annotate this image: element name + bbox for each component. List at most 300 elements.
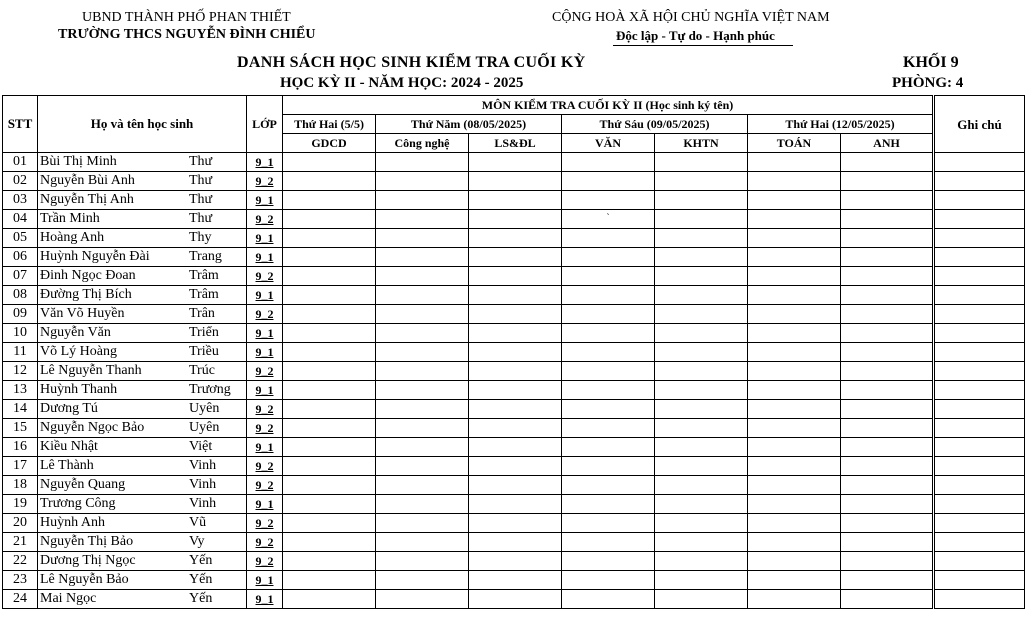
signature-cell-cong-nghe[interactable] [376, 362, 469, 381]
row-stt: 07 [3, 267, 38, 286]
national-title: CỘNG HOÀ XÃ HỘI CHỦ NGHĨA VIỆT NAM [552, 10, 830, 25]
signature-cell-khtn[interactable] [655, 476, 748, 495]
signature-cell-gdcd[interactable] [283, 590, 376, 609]
signature-cell-anh[interactable] [841, 438, 934, 457]
signature-cell-toan[interactable] [748, 267, 841, 286]
row-student-name [38, 571, 247, 590]
signature-cell-khtn[interactable] [655, 210, 748, 229]
row-stt: 24 [3, 590, 38, 609]
student-last-name: Lê Nguyễn Bảo [40, 572, 129, 587]
signature-cell-cong-nghe[interactable] [376, 571, 469, 590]
signature-cell-toan[interactable] [748, 248, 841, 267]
note-cell[interactable] [934, 381, 1025, 400]
student-last-name: Bùi Thị Minh [40, 154, 117, 169]
note-cell[interactable] [934, 438, 1025, 457]
header-day-2: Thứ Năm (08/05/2025) [376, 115, 562, 134]
signature-cell-gdcd[interactable] [283, 438, 376, 457]
signature-cell-van[interactable] [562, 476, 655, 495]
signature-cell-gdcd[interactable] [283, 495, 376, 514]
note-cell[interactable] [934, 400, 1025, 419]
note-cell[interactable] [934, 571, 1025, 590]
table-row [3, 419, 1025, 438]
signature-cell-ls-dl[interactable] [469, 590, 562, 609]
signature-cell-van[interactable] [562, 305, 655, 324]
row-student-name [38, 229, 247, 248]
signature-cell-ls-dl[interactable] [469, 381, 562, 400]
student-last-name: Nguyễn Thị Bảo [40, 534, 134, 549]
signature-cell-cong-nghe[interactable] [376, 229, 469, 248]
note-cell[interactable] [934, 457, 1025, 476]
row-class: 9_2 [247, 476, 283, 495]
signature-cell-toan[interactable] [748, 324, 841, 343]
signature-cell-cong-nghe[interactable] [376, 400, 469, 419]
signature-cell-anh[interactable] [841, 210, 934, 229]
header-day-3: Thứ Sáu (09/05/2025) [562, 115, 748, 134]
signature-cell-gdcd[interactable] [283, 305, 376, 324]
row-class: 9_1 [247, 286, 283, 305]
stray-mark: ` [606, 213, 610, 224]
row-class: 9_1 [247, 248, 283, 267]
table-row [3, 362, 1025, 381]
signature-cell-gdcd[interactable] [283, 552, 376, 571]
signature-cell-toan[interactable] [748, 229, 841, 248]
signature-cell-anh[interactable] [841, 495, 934, 514]
signature-cell-ls-dl[interactable] [469, 400, 562, 419]
signature-cell-anh[interactable] [841, 362, 934, 381]
signature-cell-cong-nghe[interactable] [376, 495, 469, 514]
signature-cell-van[interactable] [562, 343, 655, 362]
signature-cell-anh[interactable] [841, 476, 934, 495]
signature-cell-toan[interactable] [748, 172, 841, 191]
row-stt: 02 [3, 172, 38, 191]
row-stt: 03 [3, 191, 38, 210]
note-cell[interactable] [934, 419, 1025, 438]
student-first-name: Trang [189, 249, 222, 264]
student-last-name: Dương Thị Ngọc [40, 553, 136, 568]
signature-cell-van[interactable] [562, 438, 655, 457]
signature-cell-van[interactable] [562, 400, 655, 419]
signature-cell-gdcd[interactable] [283, 191, 376, 210]
signature-cell-khtn[interactable] [655, 495, 748, 514]
signature-cell-toan[interactable] [748, 362, 841, 381]
row-stt: 17 [3, 457, 38, 476]
signature-cell-anh[interactable] [841, 533, 934, 552]
row-stt: 05 [3, 229, 38, 248]
signature-cell-gdcd[interactable] [283, 172, 376, 191]
student-last-name: Võ Lý Hoàng [40, 344, 117, 359]
signature-cell-anh[interactable] [841, 381, 934, 400]
row-student-name [38, 400, 247, 419]
signature-cell-cong-nghe[interactable] [376, 476, 469, 495]
signature-cell-ls-dl[interactable] [469, 514, 562, 533]
signature-cell-anh[interactable] [841, 248, 934, 267]
signature-cell-ls-dl[interactable] [469, 286, 562, 305]
row-student-name [38, 438, 247, 457]
signature-cell-khtn[interactable] [655, 400, 748, 419]
student-first-name: Thư [189, 154, 213, 169]
signature-cell-ls-dl[interactable] [469, 191, 562, 210]
row-stt: 13 [3, 381, 38, 400]
header-day-4: Thứ Hai (12/05/2025) [748, 115, 934, 134]
student-last-name: Trương Công [40, 496, 116, 511]
signature-cell-anh[interactable] [841, 191, 934, 210]
row-student-name [38, 419, 247, 438]
row-stt: 15 [3, 419, 38, 438]
header-class: LỚP [247, 96, 283, 153]
table-row [3, 476, 1025, 495]
signature-cell-ls-dl[interactable] [469, 172, 562, 191]
authority-name: UBND THÀNH PHỐ PHAN THIẾT [82, 10, 291, 25]
row-class: 9_1 [247, 229, 283, 248]
signature-cell-khtn[interactable] [655, 324, 748, 343]
signature-cell-ls-dl[interactable] [469, 476, 562, 495]
signature-cell-gdcd[interactable] [283, 381, 376, 400]
signature-cell-cong-nghe[interactable] [376, 552, 469, 571]
note-cell[interactable] [934, 476, 1025, 495]
table-row [3, 514, 1025, 533]
signature-cell-cong-nghe[interactable] [376, 191, 469, 210]
note-cell[interactable] [934, 267, 1025, 286]
header-subject-khtn: KHTN [655, 134, 748, 153]
signature-cell-van[interactable] [562, 172, 655, 191]
signature-cell-khtn[interactable] [655, 267, 748, 286]
national-motto: Độc lập - Tự do - Hạnh phúc [616, 28, 775, 43]
row-class: 9_2 [247, 210, 283, 229]
signature-cell-toan[interactable] [748, 571, 841, 590]
signature-cell-gdcd[interactable] [283, 153, 376, 172]
signature-cell-toan[interactable] [748, 457, 841, 476]
signature-cell-anh[interactable] [841, 229, 934, 248]
document-title: DANH SÁCH HỌC SINH KIỂM TRA CUỐI KỲ [237, 54, 586, 71]
signature-cell-khtn[interactable] [655, 571, 748, 590]
header-subject-toan: TOÁN [748, 134, 841, 153]
signature-cell-van[interactable] [562, 362, 655, 381]
note-cell[interactable] [934, 362, 1025, 381]
signature-cell-van[interactable] [562, 552, 655, 571]
row-class: 9_2 [247, 457, 283, 476]
signature-cell-toan[interactable] [748, 191, 841, 210]
row-stt: 21 [3, 533, 38, 552]
table-row [3, 343, 1025, 362]
note-cell[interactable] [934, 191, 1025, 210]
student-roster-table [2, 95, 1025, 609]
signature-cell-gdcd[interactable] [283, 419, 376, 438]
signature-cell-cong-nghe[interactable] [376, 153, 469, 172]
signature-cell-van[interactable] [562, 590, 655, 609]
signature-cell-anh[interactable] [841, 552, 934, 571]
signature-cell-khtn[interactable] [655, 248, 748, 267]
signature-cell-toan[interactable] [748, 286, 841, 305]
signature-cell-van[interactable] [562, 191, 655, 210]
signature-cell-anh[interactable] [841, 400, 934, 419]
signature-cell-toan[interactable] [748, 419, 841, 438]
signature-cell-khtn[interactable] [655, 362, 748, 381]
student-first-name: Yến [189, 553, 213, 568]
signature-cell-khtn[interactable] [655, 305, 748, 324]
signature-cell-van[interactable] [562, 324, 655, 343]
signature-cell-khtn[interactable] [655, 457, 748, 476]
row-class: 9_2 [247, 362, 283, 381]
student-first-name: Thư [189, 173, 213, 188]
student-last-name: Kiều Nhật [40, 439, 98, 454]
signature-cell-van[interactable] [562, 286, 655, 305]
student-last-name: Dương Tú [40, 401, 98, 416]
signature-cell-anh[interactable] [841, 286, 934, 305]
signature-cell-ls-dl[interactable] [469, 324, 562, 343]
signature-cell-gdcd[interactable] [283, 571, 376, 590]
note-cell[interactable] [934, 495, 1025, 514]
signature-cell-ls-dl[interactable] [469, 495, 562, 514]
student-first-name: Vinh [189, 477, 217, 492]
row-stt: 19 [3, 495, 38, 514]
signature-cell-gdcd[interactable] [283, 533, 376, 552]
signature-cell-anh[interactable] [841, 590, 934, 609]
note-cell[interactable] [934, 210, 1025, 229]
signature-cell-van[interactable] [562, 210, 655, 229]
header-subjects: MÔN KIỂM TRA CUỐI KỲ II (Học sinh ký tên) [283, 96, 934, 115]
header-student-name: Họ và tên học sinh [38, 96, 247, 153]
signature-cell-khtn[interactable] [655, 590, 748, 609]
row-class: 9_1 [247, 324, 283, 343]
student-last-name: Nguyễn Thị Anh [40, 192, 134, 207]
row-student-name [38, 210, 247, 229]
note-cell[interactable] [934, 590, 1025, 609]
signature-cell-gdcd[interactable] [283, 400, 376, 419]
signature-cell-gdcd[interactable] [283, 514, 376, 533]
signature-cell-gdcd[interactable] [283, 476, 376, 495]
signature-cell-khtn[interactable] [655, 514, 748, 533]
row-stt: 01 [3, 153, 38, 172]
signature-cell-khtn[interactable] [655, 552, 748, 571]
signature-cell-ls-dl[interactable] [469, 419, 562, 438]
table-row [3, 400, 1025, 419]
row-student-name [38, 324, 247, 343]
student-first-name: Thy [189, 230, 212, 245]
signature-cell-khtn[interactable] [655, 286, 748, 305]
signature-cell-gdcd[interactable] [283, 248, 376, 267]
signature-cell-anh[interactable] [841, 343, 934, 362]
signature-cell-ls-dl[interactable] [469, 552, 562, 571]
signature-cell-gdcd[interactable] [283, 267, 376, 286]
motto-underline [613, 45, 793, 46]
row-stt: 04 [3, 210, 38, 229]
signature-cell-khtn[interactable] [655, 381, 748, 400]
signature-cell-cong-nghe[interactable] [376, 324, 469, 343]
signature-cell-anh[interactable] [841, 419, 934, 438]
row-class: 9_2 [247, 400, 283, 419]
signature-cell-cong-nghe[interactable] [376, 514, 469, 533]
signature-cell-cong-nghe[interactable] [376, 286, 469, 305]
student-first-name: Trúc [189, 363, 215, 378]
signature-cell-cong-nghe[interactable] [376, 381, 469, 400]
row-class: 9_2 [247, 552, 283, 571]
note-cell[interactable] [934, 286, 1025, 305]
note-cell[interactable] [934, 343, 1025, 362]
signature-cell-khtn[interactable] [655, 343, 748, 362]
signature-cell-van[interactable] [562, 229, 655, 248]
note-cell[interactable] [934, 514, 1025, 533]
note-cell[interactable] [934, 172, 1025, 191]
signature-cell-ls-dl[interactable] [469, 533, 562, 552]
note-cell[interactable] [934, 552, 1025, 571]
note-cell[interactable] [934, 153, 1025, 172]
signature-cell-toan[interactable] [748, 381, 841, 400]
signature-cell-anh[interactable] [841, 324, 934, 343]
header-stt: STT [3, 96, 38, 153]
signature-cell-cong-nghe[interactable] [376, 438, 469, 457]
signature-cell-anh[interactable] [841, 457, 934, 476]
signature-cell-van[interactable] [562, 514, 655, 533]
signature-cell-toan[interactable] [748, 476, 841, 495]
signature-cell-toan[interactable] [748, 552, 841, 571]
note-cell[interactable] [934, 229, 1025, 248]
row-class: 9_2 [247, 172, 283, 191]
signature-cell-van[interactable] [562, 419, 655, 438]
signature-cell-ls-dl[interactable] [469, 305, 562, 324]
signature-cell-cong-nghe[interactable] [376, 172, 469, 191]
signature-cell-ls-dl[interactable] [469, 267, 562, 286]
row-stt: 14 [3, 400, 38, 419]
signature-cell-ls-dl[interactable] [469, 457, 562, 476]
signature-cell-toan[interactable] [748, 343, 841, 362]
student-last-name: Hoàng Anh [40, 230, 105, 245]
row-class: 9_1 [247, 438, 283, 457]
row-student-name [38, 381, 247, 400]
signature-cell-khtn[interactable] [655, 533, 748, 552]
signature-cell-cong-nghe[interactable] [376, 210, 469, 229]
student-last-name: Lê Thành [40, 458, 94, 473]
student-first-name: Yến [189, 572, 213, 587]
row-class: 9_1 [247, 495, 283, 514]
signature-cell-khtn[interactable] [655, 191, 748, 210]
signature-cell-toan[interactable] [748, 153, 841, 172]
signature-cell-toan[interactable] [748, 514, 841, 533]
table-row [3, 533, 1025, 552]
row-student-name [38, 476, 247, 495]
signature-cell-van[interactable] [562, 457, 655, 476]
note-cell[interactable] [934, 324, 1025, 343]
signature-cell-van[interactable] [562, 381, 655, 400]
row-class: 9_1 [247, 191, 283, 210]
header-day-1: Thứ Hai (5/5) [283, 115, 376, 134]
signature-cell-toan[interactable] [748, 495, 841, 514]
student-first-name: Uyên [189, 401, 220, 416]
signature-cell-gdcd[interactable] [283, 362, 376, 381]
signature-cell-anh[interactable] [841, 305, 934, 324]
row-class: 9_2 [247, 419, 283, 438]
signature-cell-khtn[interactable] [655, 153, 748, 172]
school-name: TRƯỜNG THCS NGUYỄN ĐÌNH CHIỂU [58, 27, 316, 42]
signature-cell-ls-dl[interactable] [469, 153, 562, 172]
signature-cell-gdcd[interactable] [283, 457, 376, 476]
signature-cell-van[interactable] [562, 533, 655, 552]
student-last-name: Huỳnh Nguyễn Đài [40, 249, 150, 264]
signature-cell-cong-nghe[interactable] [376, 305, 469, 324]
signature-cell-khtn[interactable] [655, 229, 748, 248]
signature-cell-anh[interactable] [841, 153, 934, 172]
table-row [3, 552, 1025, 571]
signature-cell-van[interactable] [562, 495, 655, 514]
signature-cell-gdcd[interactable] [283, 324, 376, 343]
row-class: 9_2 [247, 305, 283, 324]
signature-cell-khtn[interactable] [655, 419, 748, 438]
student-last-name: Huỳnh Thanh [40, 382, 118, 397]
row-stt: 12 [3, 362, 38, 381]
signature-cell-cong-nghe[interactable] [376, 419, 469, 438]
signature-cell-toan[interactable] [748, 210, 841, 229]
grade-label: KHỐI 9 [903, 54, 959, 71]
signature-cell-cong-nghe[interactable] [376, 590, 469, 609]
signature-cell-van[interactable] [562, 571, 655, 590]
signature-cell-cong-nghe[interactable] [376, 267, 469, 286]
signature-cell-cong-nghe[interactable] [376, 343, 469, 362]
signature-cell-ls-dl[interactable] [469, 571, 562, 590]
signature-cell-anh[interactable] [841, 267, 934, 286]
signature-cell-gdcd[interactable] [283, 343, 376, 362]
note-cell[interactable] [934, 248, 1025, 267]
signature-cell-gdcd[interactable] [283, 286, 376, 305]
note-cell[interactable] [934, 533, 1025, 552]
row-class: 9_1 [247, 381, 283, 400]
row-stt: 16 [3, 438, 38, 457]
signature-cell-ls-dl[interactable] [469, 438, 562, 457]
student-first-name: Yến [189, 591, 213, 606]
student-first-name: Triều [189, 344, 219, 359]
row-class: 9_1 [247, 153, 283, 172]
signature-cell-cong-nghe[interactable] [376, 533, 469, 552]
signature-cell-anh[interactable] [841, 571, 934, 590]
student-first-name: Vũ [189, 515, 207, 530]
signature-cell-khtn[interactable] [655, 172, 748, 191]
signature-cell-toan[interactable] [748, 400, 841, 419]
signature-cell-toan[interactable] [748, 590, 841, 609]
student-last-name: Trần Minh [40, 211, 100, 226]
signature-cell-cong-nghe[interactable] [376, 457, 469, 476]
row-class: 9_1 [247, 343, 283, 362]
note-cell[interactable] [934, 305, 1025, 324]
signature-cell-van[interactable] [562, 248, 655, 267]
signature-cell-cong-nghe[interactable] [376, 248, 469, 267]
signature-cell-anh[interactable] [841, 514, 934, 533]
student-last-name: Lê Nguyễn Thanh [40, 363, 142, 378]
row-class: 9_1 [247, 571, 283, 590]
row-student-name [38, 305, 247, 324]
row-student-name [38, 267, 247, 286]
student-last-name: Văn Võ Huyền [40, 306, 125, 321]
row-student-name [38, 495, 247, 514]
signature-cell-ls-dl[interactable] [469, 210, 562, 229]
signature-cell-ls-dl[interactable] [469, 229, 562, 248]
signature-cell-toan[interactable] [748, 305, 841, 324]
row-class: 9_2 [247, 533, 283, 552]
signature-cell-ls-dl[interactable] [469, 362, 562, 381]
table-row [3, 286, 1025, 305]
signature-cell-van[interactable] [562, 267, 655, 286]
row-stt: 10 [3, 324, 38, 343]
header-subject-cong-nghe: Công nghệ [376, 134, 469, 153]
signature-cell-ls-dl[interactable] [469, 248, 562, 267]
signature-cell-van[interactable] [562, 153, 655, 172]
signature-cell-khtn[interactable] [655, 438, 748, 457]
signature-cell-gdcd[interactable] [283, 229, 376, 248]
student-first-name: Trâm [189, 268, 219, 283]
signature-cell-ls-dl[interactable] [469, 343, 562, 362]
signature-cell-anh[interactable] [841, 172, 934, 191]
student-first-name: Uyên [189, 420, 220, 435]
signature-cell-toan[interactable] [748, 438, 841, 457]
signature-cell-toan[interactable] [748, 533, 841, 552]
signature-cell-gdcd[interactable] [283, 210, 376, 229]
